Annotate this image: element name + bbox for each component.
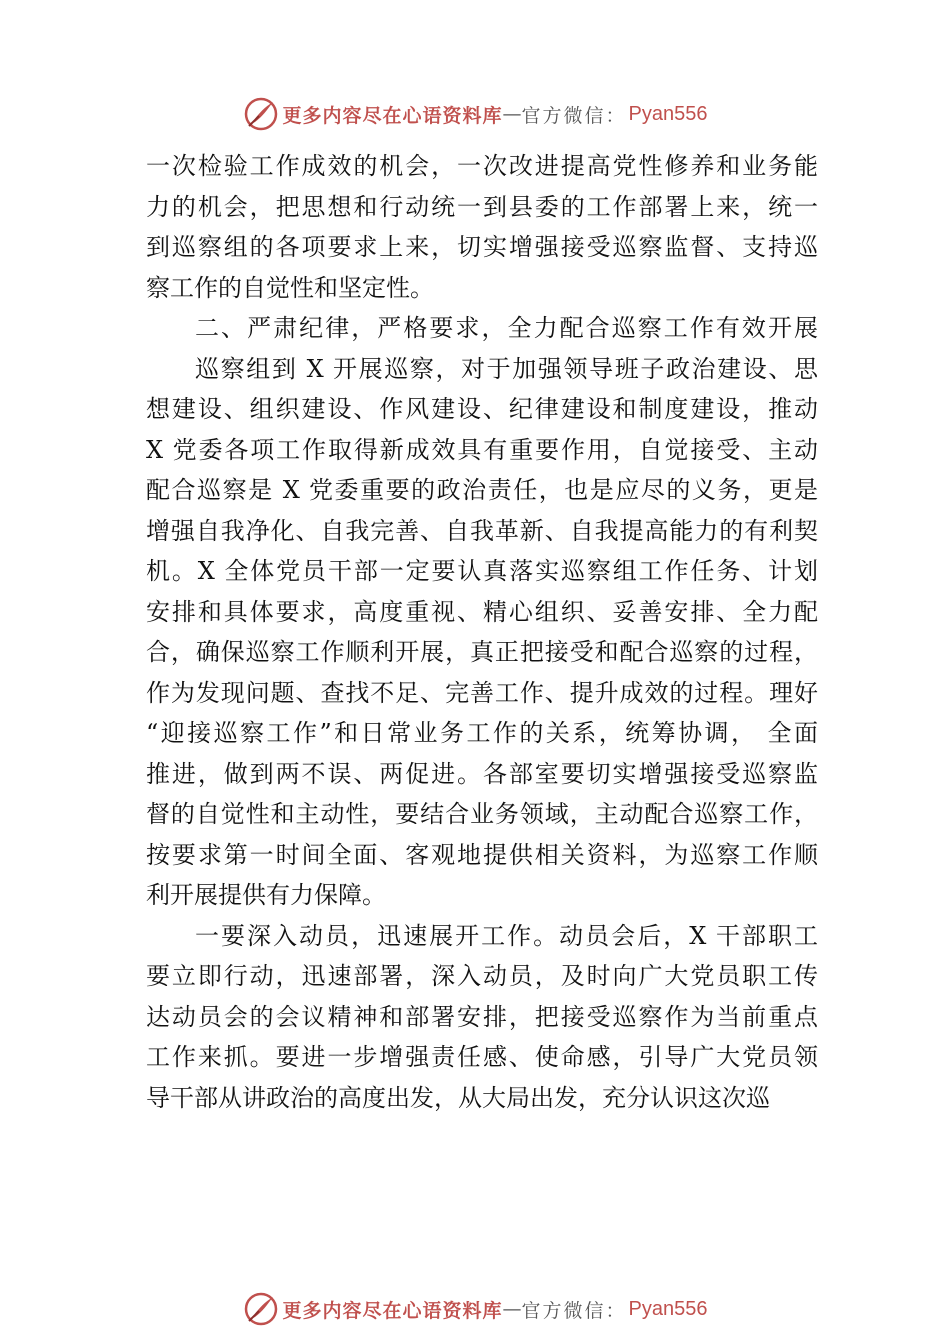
footer-official-label: 官方微信： bbox=[521, 1299, 627, 1322]
body-line: 想建设、组织建设、作风建设、纪律建设和制度建设，推动 bbox=[146, 395, 818, 423]
section-heading: 二、严肃纪律，严格要求，全力配合巡察工作有效开展 bbox=[195, 314, 818, 342]
body-line: 工作来抓。要进一步增强责任感、使命感，引导广大党员领 bbox=[146, 1043, 818, 1071]
body-line: 巡察组到 X 开展巡察，对于加强领导班子政治建设、思 bbox=[195, 354, 818, 383]
header-banner bbox=[0, 94, 950, 134]
body-line: 察工作的自觉性和坚定性。 bbox=[146, 273, 434, 302]
body-line: 到巡察组的各项要求上来，切实增强接受巡察监督、支持巡 bbox=[146, 233, 818, 261]
body-line: 利开展提供有力保障。 bbox=[146, 881, 386, 909]
header-official-label: 官方微信： bbox=[521, 104, 627, 127]
body-line: 督的自觉性和主动性，要结合业务领域，主动配合巡察工作， bbox=[146, 800, 818, 828]
header-separator: — bbox=[502, 103, 522, 125]
body-line: 机。X 全体党员干部一定要认真落实巡察组工作任务、计划 bbox=[146, 557, 818, 585]
feather-logo-icon bbox=[243, 1291, 279, 1327]
feather-logo-icon bbox=[243, 96, 279, 132]
footer-banner bbox=[0, 1289, 950, 1329]
footer-promo-text: 更多内容尽在心语资料库 bbox=[282, 1299, 503, 1322]
body-line: 导干部从讲政治的高度出发，从大局出发，充分认识这次巡 bbox=[146, 1083, 770, 1112]
body-line: X 党委各项工作取得新成效具有重要作用，自觉接受、主动 bbox=[146, 435, 818, 464]
body-line: 达动员会的会议精神和部署安排，把接受巡察作为当前重点 bbox=[146, 1002, 818, 1031]
body-line: 作为发现问题、查找不足、完善工作、提升成效的过程。理好 bbox=[146, 678, 818, 707]
body-line: 安排和具体要求，高度重视、精心组织、妥善安排、全力配 bbox=[146, 597, 818, 626]
body-line: 要立即行动，迅速部署，深入动员，及时向广大党员职工传 bbox=[146, 962, 818, 990]
body-line: 按要求第一时间全面、客观地提供相关资料，为巡察工作顺 bbox=[146, 840, 818, 869]
header-wechat-id: Pyan556 bbox=[628, 102, 708, 125]
body-line: “迎接巡察工作”和日常业务工作的关系，统筹协调， 全面 bbox=[146, 719, 818, 747]
footer-wechat-id: Pyan556 bbox=[628, 1297, 708, 1320]
body-line: 配合巡察是 X 党委重要的政治责任，也是应尽的义务，更是 bbox=[146, 476, 818, 504]
body-line: 增强自我净化、自我完善、自我革新、自我提高能力的有利契 bbox=[146, 516, 818, 545]
body-line: 力的机会，把思想和行动统一到县委的工作部署上来，统一 bbox=[146, 192, 818, 221]
body-line: 一次检验工作成效的机会，一次改进提高党性修养和业务能 bbox=[146, 152, 818, 180]
document-body bbox=[146, 146, 818, 1118]
body-line: 推进，做到两不误、两促进。各部室要切实增强接受巡察监 bbox=[146, 759, 818, 788]
body-line: 一要深入动员，迅速展开工作。动员会后，X 干部职工 bbox=[195, 921, 818, 950]
footer-separator: — bbox=[502, 1298, 522, 1320]
body-line: 合，确保巡察工作顺利开展，真正把接受和配合巡察的过程， bbox=[146, 638, 818, 666]
header-promo-text: 更多内容尽在心语资料库 bbox=[282, 104, 503, 127]
